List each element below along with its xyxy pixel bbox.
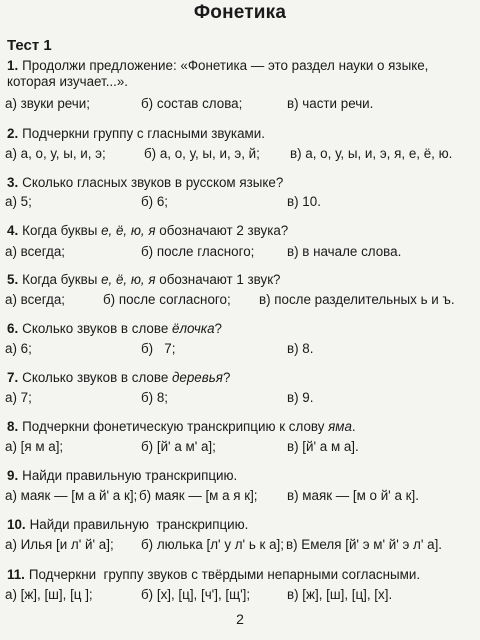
option-c[interactable]: в) [й' а м а].: [287, 439, 359, 454]
option-a[interactable]: а) Илья [и л' й' а];: [5, 537, 114, 552]
question-text: Когда буквы: [22, 272, 102, 287]
question-text: Найди правильную транскрипцию.: [22, 468, 238, 483]
question-8: [7, 419, 472, 435]
question-9: [7, 468, 472, 484]
question-number: 4.: [7, 223, 19, 238]
question-text: Подчеркни фонетическую транскрипцию к слову: [22, 419, 329, 434]
option-a[interactable]: а) 7;: [5, 390, 32, 405]
question-number: 5.: [7, 272, 19, 287]
option-c[interactable]: в) 9.: [287, 390, 314, 405]
question-text: Продолжи предложение: «Фонетика — это раздел науки о языке, которая изучает...».: [7, 58, 429, 89]
option-a[interactable]: а) [я м а];: [5, 439, 64, 454]
question-10: [7, 517, 472, 533]
question-number: 6.: [7, 321, 19, 336]
option-a[interactable]: а) маяк — [м а й' а к];: [5, 488, 138, 503]
option-b[interactable]: б) маяк — [м а я к];: [139, 488, 258, 503]
question-text: Сколько звуков в слове: [22, 370, 172, 385]
option-b[interactable]: б) [й' а м' а];: [141, 439, 216, 454]
option-a[interactable]: а) всегда;: [5, 244, 65, 259]
option-c[interactable]: в) в начале слова.: [287, 244, 402, 259]
question-text: Подчеркни группу звуков с твёрдыми непарными согласными.: [28, 567, 421, 582]
question-number: 1.: [7, 58, 19, 73]
question-text-italic: ёлочка: [172, 321, 215, 336]
option-b[interactable]: б) состав слова;: [141, 96, 243, 111]
question-text-tail: ?: [214, 321, 222, 336]
option-c[interactable]: в) 10.: [287, 194, 321, 209]
option-a[interactable]: а) [ж], [ш], [ц ];: [5, 587, 93, 602]
option-a[interactable]: а) а, о, у, ы, и, э;: [5, 146, 106, 161]
question-6: [7, 321, 472, 337]
option-c[interactable]: в) 8.: [287, 341, 314, 356]
question-4: [7, 223, 472, 239]
question-text: Когда буквы: [22, 223, 102, 238]
question-text-italic: яма: [328, 419, 352, 434]
question-text: Сколько гласных звуков в русском языке?: [22, 175, 284, 190]
option-b[interactable]: б) после согласного;: [103, 292, 231, 307]
option-b[interactable]: б) [х], [ц], [ч'], [щ'];: [141, 587, 251, 602]
question-text-tail: .: [351, 419, 356, 434]
question-1: [7, 58, 472, 90]
option-c[interactable]: в) части речи.: [287, 96, 374, 111]
option-a[interactable]: а) 5;: [5, 194, 32, 209]
question-text-italic: деревья: [172, 370, 223, 385]
question-3: [7, 175, 472, 191]
question-text-tail: обозначают 1 звук?: [155, 272, 281, 287]
option-b[interactable]: б) а, о, у, ы, и, э, й;: [144, 146, 260, 161]
question-text-tail: обозначают 2 звука?: [155, 223, 289, 238]
option-a[interactable]: а) звуки речи;: [5, 96, 90, 111]
question-number: 2.: [7, 126, 19, 141]
question-number: 9.: [7, 468, 19, 483]
question-text-italic: е, ё, ю, я: [101, 272, 156, 287]
option-b[interactable]: б) люлька [л' у л' ь к а];: [141, 537, 285, 552]
question-text: Найди правильную транскрипцию.: [29, 517, 249, 532]
question-2: [7, 126, 472, 142]
option-c[interactable]: в) после разделительных ь и ъ.: [259, 292, 455, 307]
option-c[interactable]: в) маяк — [м о й' а к].: [287, 488, 419, 503]
option-a[interactable]: а) всегда;: [5, 292, 65, 307]
question-number: 3.: [7, 175, 19, 190]
question-number: 11.: [7, 567, 25, 582]
question-5: [7, 272, 472, 288]
question-number: 8.: [7, 419, 19, 434]
question-11: [7, 567, 472, 583]
page-number: 2: [236, 611, 244, 627]
question-text-tail: ?: [222, 370, 231, 385]
option-b[interactable]: б) после гласного;: [141, 244, 255, 259]
test-label: Тест 1: [7, 37, 52, 54]
option-b[interactable]: б) 8;: [141, 390, 169, 405]
question-text: Сколько звуков в слове: [22, 321, 172, 336]
page-title: Фонетика: [193, 2, 287, 23]
option-c[interactable]: в) Емеля [й' э м' й' э л' а].: [286, 537, 443, 552]
question-text-italic: е, ё, ю, я: [101, 223, 156, 238]
question-text: Подчеркни группу с гласными звуками.: [22, 126, 265, 141]
option-a[interactable]: а) 6;: [5, 341, 32, 356]
option-b[interactable]: б) 6;: [141, 194, 169, 209]
question-number: 7.: [7, 370, 19, 385]
question-number: 10.: [7, 517, 26, 532]
option-c[interactable]: в) а, о, у, ы, и, э, я, е, ё, ю.: [290, 146, 453, 161]
question-7: [7, 370, 472, 386]
option-c[interactable]: в) [ж], [ш], [ц], [х].: [287, 587, 393, 602]
option-b[interactable]: б) 7;: [141, 341, 176, 356]
